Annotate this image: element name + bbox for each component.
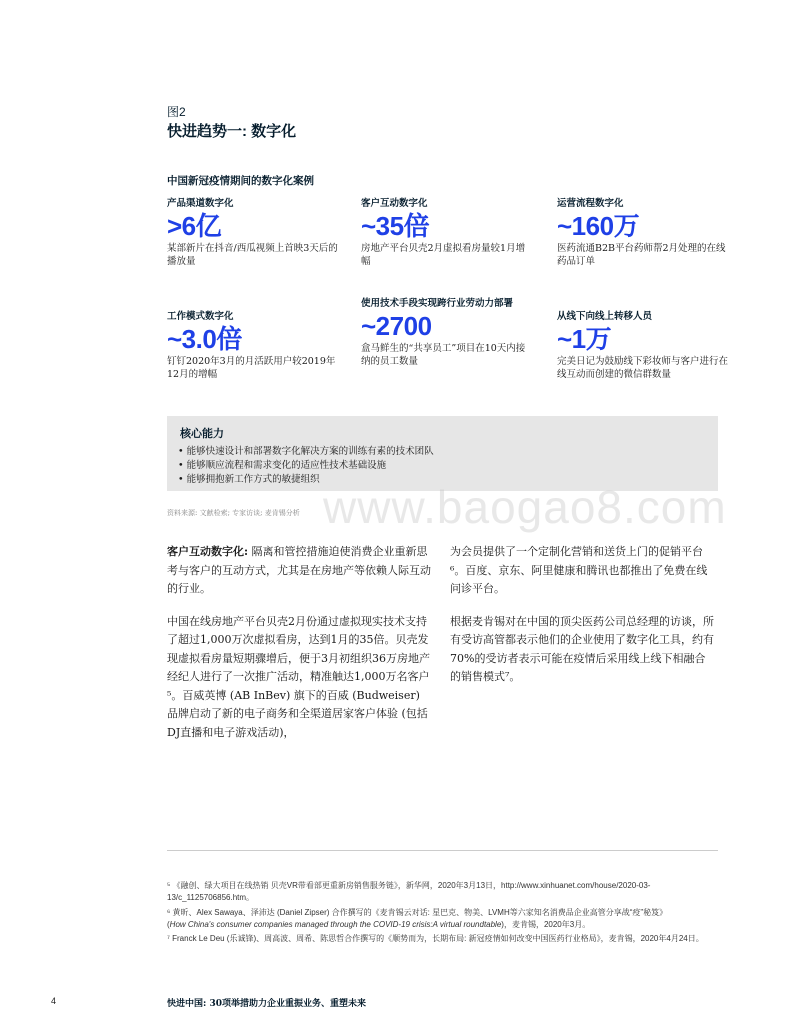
stat-description: 某部新片在抖音/西瓜视频上首映3天后的播放量 bbox=[167, 243, 338, 267]
footnote-english-title: How China's consumer companies managed through the COVID-19 crisis:A virtual roundtable bbox=[169, 919, 502, 929]
figure-title: 快进趋势一: 数字化 bbox=[167, 123, 297, 140]
list-item: • 能够拥抱新工作方式的敏捷组织 bbox=[178, 473, 434, 487]
stat-description: 完美日记为鼓励线下彩妆师与客户进行在线互动而创建的微信群数量 bbox=[557, 356, 729, 380]
list-item: • 能够顺应流程和需求变化的适应性技术基础设施 bbox=[178, 459, 434, 473]
stat-category: 运营流程数字化 bbox=[557, 198, 624, 209]
figure-label: 图2 bbox=[167, 105, 186, 119]
stat-card bbox=[361, 197, 533, 268]
page-number: 4 bbox=[51, 996, 57, 1006]
stat-card bbox=[361, 297, 533, 368]
stat-card bbox=[557, 310, 729, 381]
paragraph-lead: 客户互动数字化: bbox=[167, 545, 249, 558]
paragraph bbox=[167, 543, 431, 599]
stat-card bbox=[557, 197, 729, 268]
paragraph: 为会员提供了一个定制化营销和送货上门的促销平台⁶。百度、京东、阿里健康和腾讯也都推出了免费在线问诊平台。 bbox=[450, 545, 708, 595]
paragraph: 中国在线房地产平台贝壳2月份通过虚拟现实技术支持了超过1,000万次虚拟看房，达到1月的35倍。贝壳发现虚拟看房量短期骤增后，便于3月初组织36万房地产经纪人进行了一次推广活动，精准触达1,000万名客户⁵。百威英博 (AB InBev) 旗下的百威 (Budweiser) 品牌启动了新的电子商务和全渠道居家客户体验 (包括DJ直播和电子游戏活动)， bbox=[167, 614, 430, 739]
stat-description: 房地产平台贝壳2月虚拟看房量较1月增幅 bbox=[361, 243, 526, 267]
stat-category: 产品渠道数字化 bbox=[167, 198, 234, 209]
stat-card bbox=[167, 197, 339, 268]
footnote-6: ⁶ 黄昕、Alex Sawaya、泽沛达 (Daniel Zipser) 合作撰写的《麦肯锡云对话: 星巴克、物美、LVMH等六家知名消费品企业高管分享战“疫”秘笈》 (How China's consumer companies managed through the COVID-19 crisis:A virtual roundtable)，麦肯锡，2020年3月。 bbox=[167, 908, 668, 929]
core-capabilities-title: 核心能力 bbox=[180, 427, 224, 440]
footer-title: 快进中国: 30项举措助力企业重振业务、重塑未来 bbox=[167, 999, 366, 1009]
paragraph: 根据麦肯锡对在中国的顶尖医药公司总经理的访谈，所有受访高管都表示他们的企业使用了数字化工具，约有70%的受访者表示可能在疫情后采用线上线下相融合的销售模式⁷。 bbox=[450, 614, 714, 683]
footnote-5: ⁵ 《融创、绿大项目在线热销 贝壳VR带看部更重新房销售服务链》，新华网，2020年3月13日，http://www.xinhuanet.com/house/2020-03-13/c_1125706856.htm。 bbox=[167, 881, 651, 902]
section-title: 中国新冠疫情期间的数字化案例 bbox=[167, 175, 314, 187]
stat-description: 盒马鲜生的“共享员工”项目在10天内接纳的员工数量 bbox=[361, 343, 526, 367]
stat-description: 钉钉2020年3月的月活跃用户较2019年12月的增幅 bbox=[167, 356, 336, 380]
list-item: • 能够快速设计和部署数字化解决方案的训练有素的技术团队 bbox=[178, 445, 434, 459]
body-column-left bbox=[167, 543, 431, 756]
stat-category: 使用技术手段实现跨行业劳动力部署 bbox=[361, 298, 514, 309]
footnote-text: )，麦肯锡，2020年3月。 bbox=[501, 919, 591, 929]
source-note: 资料来源: 文献检索; 专家访谈; 麦肯锡分析 bbox=[167, 509, 300, 517]
paragraph-text: 隔离和管控措施迫使消费企业重新思考与客户的互动方式，尤其是在房地产等依赖人际互动的行业。 bbox=[167, 545, 431, 595]
footnote-text: ⁶ 黄昕、Alex Sawaya、泽沛达 (Daniel Zipser) 合作撰写的《麦肯锡云对话: 星巴克、物美、LVMH等六家知名消费品企业高管分享战“疫”秘笈》 bbox=[167, 908, 668, 917]
footnote-divider bbox=[167, 850, 718, 851]
stat-value: ~2700 bbox=[361, 311, 432, 341]
stat-value: >6亿 bbox=[167, 211, 222, 241]
stat-value: ~1万 bbox=[557, 324, 612, 354]
stat-value: ~3.0倍 bbox=[167, 324, 242, 354]
stat-category: 客户互动数字化 bbox=[361, 198, 428, 209]
stat-category: 工作模式数字化 bbox=[167, 311, 234, 322]
stat-value: ~160万 bbox=[557, 211, 640, 241]
body-column-right bbox=[450, 543, 714, 701]
footnote-7: ⁷ Franck Le Deu (乐诚锋)、周高波、周希、陈思哲合作撰写的《顺势而为，长期布局: 新冠疫情如何改变中国医药行业格局》，麦肯锡，2020年4月24日。 bbox=[167, 934, 704, 943]
stat-description: 医药流通B2B平台药师帮2月处理的在线药品订单 bbox=[557, 243, 726, 267]
watermark: www.baogao8.com bbox=[323, 481, 727, 533]
stat-card bbox=[167, 310, 339, 381]
stat-value: ~35倍 bbox=[361, 211, 430, 241]
stat-category: 从线下向线上转移人员 bbox=[557, 311, 653, 322]
